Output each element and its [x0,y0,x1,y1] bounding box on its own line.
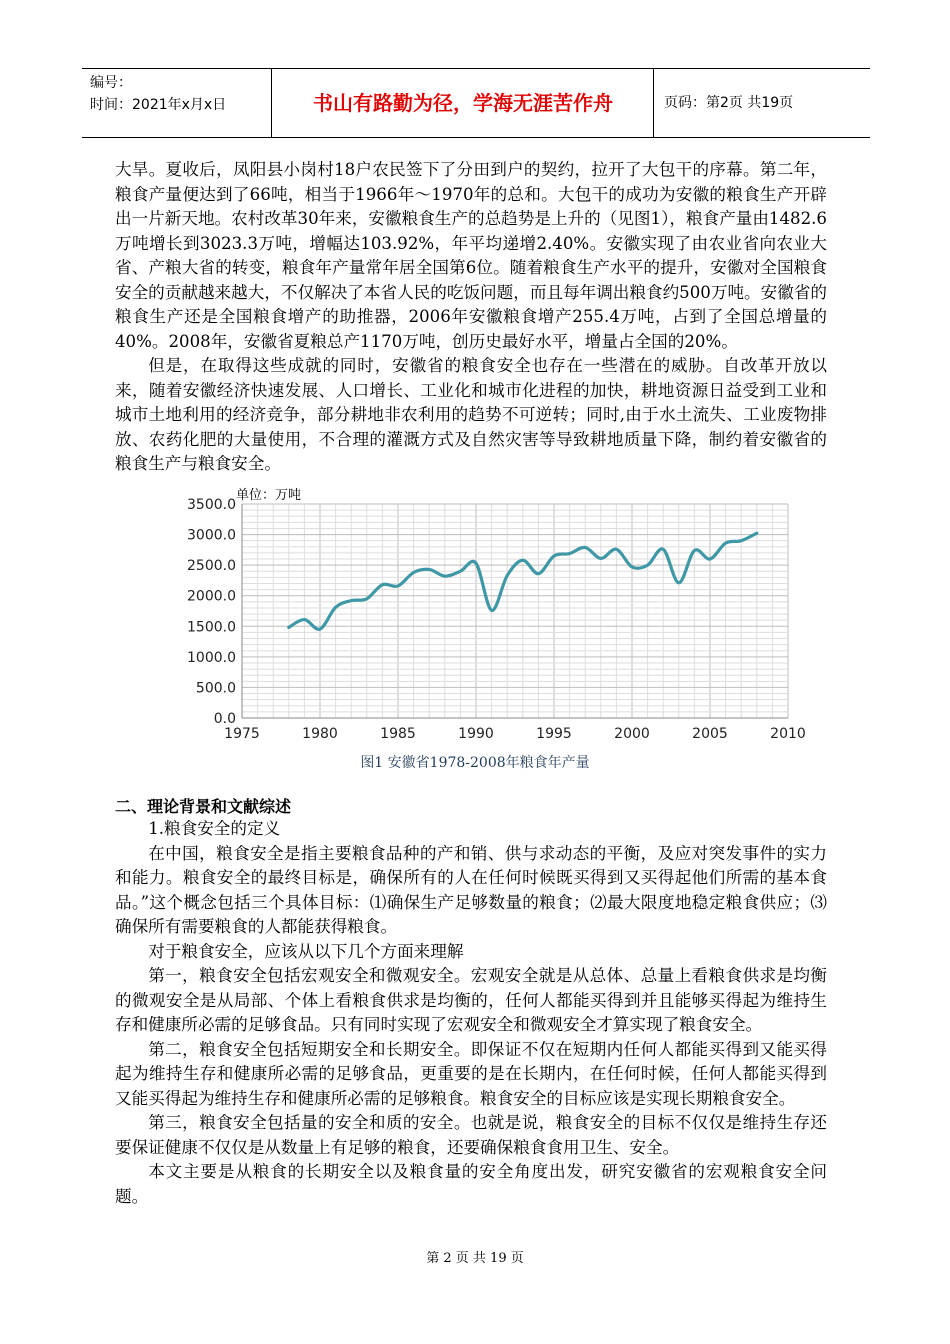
y-tick-label: 1000.0 [187,649,236,666]
data-point [506,574,508,576]
y-tick-label: 0.0 [213,711,236,727]
data-point [600,557,602,559]
section-title: 二、理论背景和文献综述 [115,797,292,816]
data-point [490,609,492,611]
grain-output-chart [180,482,806,757]
x-tick-label: 2000 [614,726,650,742]
data-point [397,585,399,587]
paragraph: 第三，粮食安全包括量的安全和质的安全。也就是说，粮食安全的目标不仅仅是维持生存还要保证健康不仅仅是从数量上有足够的粮食，还要确保粮食食用卫生、安全。 [115,1113,827,1157]
x-tick-label: 1990 [458,726,494,742]
data-point [568,552,570,554]
data-point [303,618,305,620]
x-tick-label: 1975 [224,726,260,742]
data-point [444,575,446,577]
data-point [319,628,321,630]
data-point [724,542,726,544]
x-tick-label: 2005 [692,726,728,742]
body-text-bottom [115,817,827,1209]
data-point [662,548,664,550]
body-text-top [115,158,827,477]
document-time-label: 时间：2021年x月x日 [90,97,227,113]
paragraph: 在中国，粮食安全是指主要粮食品种的产和销、供与求动态的平衡，及应对突发事件的实力和能力。粮食安全的最终目标是，确保所有的人在任何时候既买得到又买得起他们所需的基本食品。”这个概念包括三个具体目标：⑴确保生产足够数量的粮食；⑵最大限度地稳定粮食供应；⑶确保所有需要粮食的人都能获得粮食。 [115,843,827,936]
data-point [366,598,368,600]
page-footer: 第 2 页 共 19 页 [426,1251,524,1266]
data-point [459,570,461,572]
y-tick-label: 500.0 [195,680,236,697]
data-point [381,584,383,586]
data-point [334,606,336,608]
data-point [693,549,695,551]
data-point [428,568,430,570]
data-point [709,558,711,560]
data-point [615,548,617,550]
paragraph: 但是，在取得这些成就的同时，安徽省的粮食安全也存在一些潜在的威胁。自改革开放以来，随着安徽经济快速发展、人口增长、工业化和城市化进程的加快，耕地资源日益受到工业和城市土地利用的经济竞争，部分耕地非农利用的趋势不可逆转；同时,由于水土流失、工业废物排放、农药化肥的大量使用，不合理的灌溉方式及自然灾害等导致耕地质量下降，制约着安徽省的粮食生产与粮食安全。 [115,356,827,473]
x-tick-label: 1980 [302,726,338,742]
data-point [412,571,414,573]
figure-caption: 图1 安徽省1978-2008年粮食年产量 [360,755,590,771]
chart-svg [180,482,806,757]
paragraph: 第一，粮食安全包括宏观安全和微观安全。宏观安全就是从总体、总量上看粮食供求是均衡的微观安全是从局部、个体上看粮食供求是均衡的，任何人都能买得到并且能够买得起为维持生存和健康所必需的足够食品。只有同时实现了宏观安全和微观安全才算实现了粮食安全。 [115,966,827,1034]
paragraph: 第二，粮食安全包括短期安全和长期安全。即保证不仅在短期内任何人都能买得到又能买得起为维持生存和健康所必需的足够食品，更重要的是在长期内，在任何时候，任何人都能买得到又能买得起为维持生存和健康所必需的足够粮食。粮食安全的目标应该是实现长期粮食安全。 [115,1039,827,1108]
subsection-title: 1.粮食安全的定义 [148,819,281,838]
y-tick-label: 2000.0 [187,588,236,605]
data-point [756,532,758,534]
y-tick-label: 2500.0 [187,558,236,575]
data-point [646,564,648,566]
data-point [522,559,524,561]
data-point [678,582,680,584]
paragraph: 对于粮食安全，应该从以下几个方面来理解 [148,941,464,961]
x-tick-label: 1985 [380,726,416,742]
y-tick-label: 3000.0 [187,527,236,544]
data-point [288,626,290,628]
document-number-label: 编号： [90,75,132,91]
header-meta [82,69,272,137]
y-tick-label: 1500.0 [187,619,236,636]
data-point [350,599,352,601]
y-tick-label: 3500.0 [187,497,236,513]
x-tick-label: 1995 [536,726,572,742]
data-point [537,573,539,575]
header-page-info: 页码：第2页 共19页 [664,95,794,111]
page-header [82,68,870,138]
data-point [740,539,742,541]
data-point [475,562,477,564]
paragraph: 大旱。夏收后，凤阳县小岗村18户农民签下了分田到户的契约，拉开了大包干的序幕。第二年，粮食产量便达到了66吨，相当于1966年～1970年的总和。大包干的成功为安徽的粮食生产开辟出一片新天地。农村改革30年来，安徽粮食生产的总趋势是上升的（见图1），粮食产量由1482.6万吨增长到3023.3万吨，增幅达103.92%，年平均递增2.40%。安徽实现了由农业省向农业大省、产粮大省的转变，粮食年产量常年居全国第6位。随着粮食生产水平的提升，安徽对全国粮食安全的贡献越来越大，不仅解决了本省人民的吃饭问题，而且每年调出粮食约500万吨。安徽省的粮食生产还是全国粮食增产的助推器，2006年安徽粮食增产255.4万吨，占到了全国总增量的40%。2008年，安徽省夏粮总产1170万吨，创历史最好水平，增量占全国的20%。 [115,160,828,351]
data-point [631,566,633,568]
header-motto: 书山有路勤为径，学海无涯苦作舟 [273,69,654,137]
data-point [584,546,586,548]
chart-unit-label: 单位：万吨 [236,488,302,503]
data-point [553,555,555,557]
x-tick-label: 2010 [770,726,806,742]
paragraph: 本文主要是从粮食的长期安全以及粮食量的安全角度出发，研究安徽省的宏观粮食安全问题。 [115,1162,827,1206]
